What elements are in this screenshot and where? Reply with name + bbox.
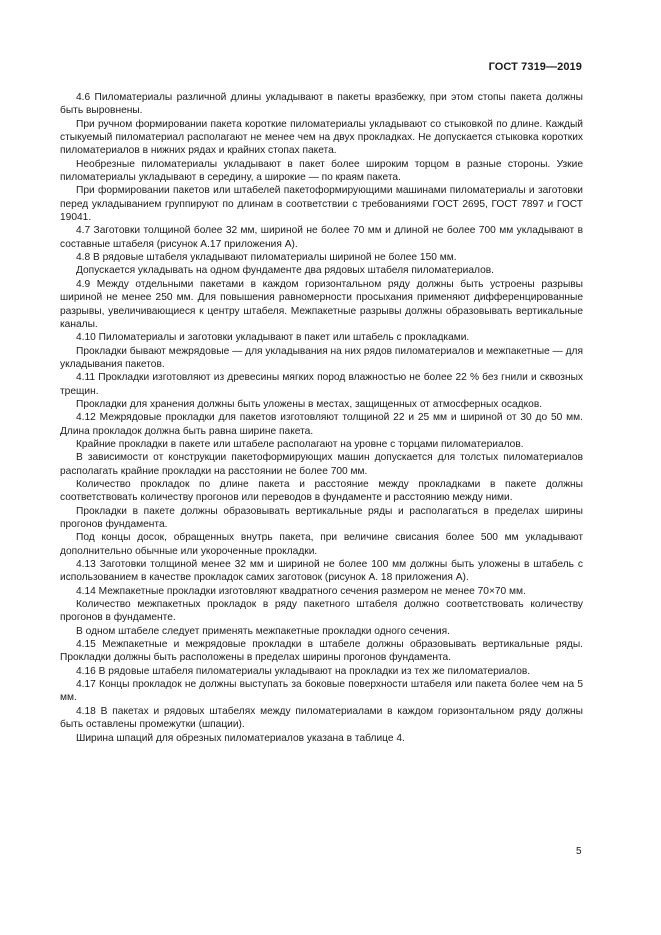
paragraph: Количество межпакетных прокладок в ряду пакетного штабеля должно соответствовать количеству прогонов в фундаменте. [60, 599, 583, 624]
document-body [60, 91, 583, 745]
paragraph: В зависимости от конструкции пакетоформирующих машин допускается для толстых пиломатериалов располагать крайние прокладки на расстоянии не более 700 мм. [60, 452, 583, 477]
paragraph-4-11: 4.11 Прокладки изготовляют из древесины мягких пород влажностью не более 22 % без гнили и сквозных трещин. [60, 372, 583, 397]
paragraph-4-12: 4.12 Межрядовые прокладки для пакетов изготовляют толщиной 22 и 25 мм и шириной от 30 до 50 мм. Длина прокладок должна быть равна ширине пакета. [60, 412, 583, 437]
page-number: 5 [576, 846, 582, 857]
paragraph: В одном штабеле следует применять межпакетные прокладки одного сечения. [76, 625, 450, 637]
paragraph-4-18: 4.18 В пакетах и рядовых штабелях между пиломатериалами в каждом горизонтальном ряду должны быть оставлены промежутки (шпации). [60, 705, 583, 731]
paragraph: Прокладки в пакете должны образовывать вертикальные ряды и располагаться в пределах ширины прогонов фундамента. [60, 505, 583, 530]
paragraph-4-17: 4.17 Концы прокладок не должны выступать за боковые поверхности штабеля или пакета более чем на 5 мм. [60, 679, 583, 704]
paragraph-4-6: 4.6 Пиломатериалы различной длины укладывают в пакеты вразбежку, при этом стопы пакета должны быть выровнены. [60, 92, 583, 117]
paragraph: Количество прокладок по длине пакета и расстояние между прокладками в пакете должны соответствовать количеству прогонов или переводов в фундаменте и расстоянию между ними. [60, 478, 583, 504]
paragraph: Под концы досок, обращенных внутрь пакета, при величине свисания более 500 мм укладывают дополнительно обычные или укороченные прокладки. [60, 532, 583, 557]
paragraph: Прокладки для хранения должны быть уложены в местах, защищенных от атмосферных осадков. [76, 398, 543, 410]
paragraph: Допускается укладывать на одном фундаменте два рядовых штабеля пиломатериалов. [76, 265, 494, 277]
paragraph-4-7: 4.7 Заготовки толщиной более 32 мм, шириной не более 70 мм и длиной не более 700 мм укладывают в составные штабеля (рисунок А.17 приложения А). [60, 225, 583, 250]
paragraph: Необрезные пиломатериалы укладывают в пакет более широким торцом в разные стороны. Узкие пиломатериалы укладывают в середину, а широкие — по краям пакета. [60, 158, 583, 184]
paragraph-4-16: 4.16 В рядовые штабеля пиломатериалы укладывают на прокладки из тех же пиломатериалов. [76, 665, 531, 677]
paragraph-4-13: 4.13 Заготовки толщиной менее 32 мм и шириной не более 100 мм должны быть уложены в штабель с использованием в качестве прокладок самих заготовок (рисунок А. 18 приложения А). [60, 559, 583, 584]
document-code-header: ГОСТ 7319—2019 [488, 61, 582, 73]
paragraph-4-8: 4.8 В рядовые штабеля укладывают пиломатериалы шириной не более 150 мм. [76, 252, 457, 264]
paragraph: Прокладки бывают межрядовые — для укладывания на них рядов пиломатериалов и межпакетные — для укладывания пакетов. [60, 345, 583, 370]
paragraph-4-15: 4.15 Межпакетные и межрядовые прокладки в штабеле должны образовывать вертикальные ряды. Прокладки должны быть расположены в пределах ширины прогонов фундамента. [60, 639, 583, 664]
paragraph: При формировании пакетов или штабелей пакетоформирующими машинами пиломатериалы и заготовки перед укладыванием группируют по длинам в соответствии с требованиями ГОСТ 2695, ГОСТ 7897 и ГОСТ 19041. [60, 185, 583, 224]
paragraph-4-9: 4.9 Между отдельными пакетами в каждом горизонтальном ряду должны быть устроены разрывы шириной не менее 250 мм. Для повышения равномерности просыхания применяют дифференцированные разрывы, увеличивающиеся к центру штабеля. Межпакетные разрывы должны образовывать вертикальные каналы. [60, 278, 583, 330]
paragraph: Ширина шпаций для обрезных пиломатериалов указана в таблице 4. [76, 732, 405, 744]
paragraph-4-10: 4.10 Пиломатериалы и заготовки укладывают в пакет или штабель с прокладками. [76, 332, 470, 344]
paragraph: При ручном формировании пакета короткие пиломатериалы укладывают со стыковкой по длине. Каждый стыкуемый пиломатериал располагают не менее чем на двух прокладках. Не допускается стыковка коротких пиломатериалов в нижних рядах и крайних стопах пакета. [60, 118, 583, 157]
paragraph-4-14: 4.14 Межпакетные прокладки изготовляют квадратного сечения размером не менее 70×70 мм. [76, 585, 526, 597]
paragraph: Крайние прокладки в пакете или штабеле располагают на уровне с торцами пиломатериалов. [76, 438, 524, 450]
